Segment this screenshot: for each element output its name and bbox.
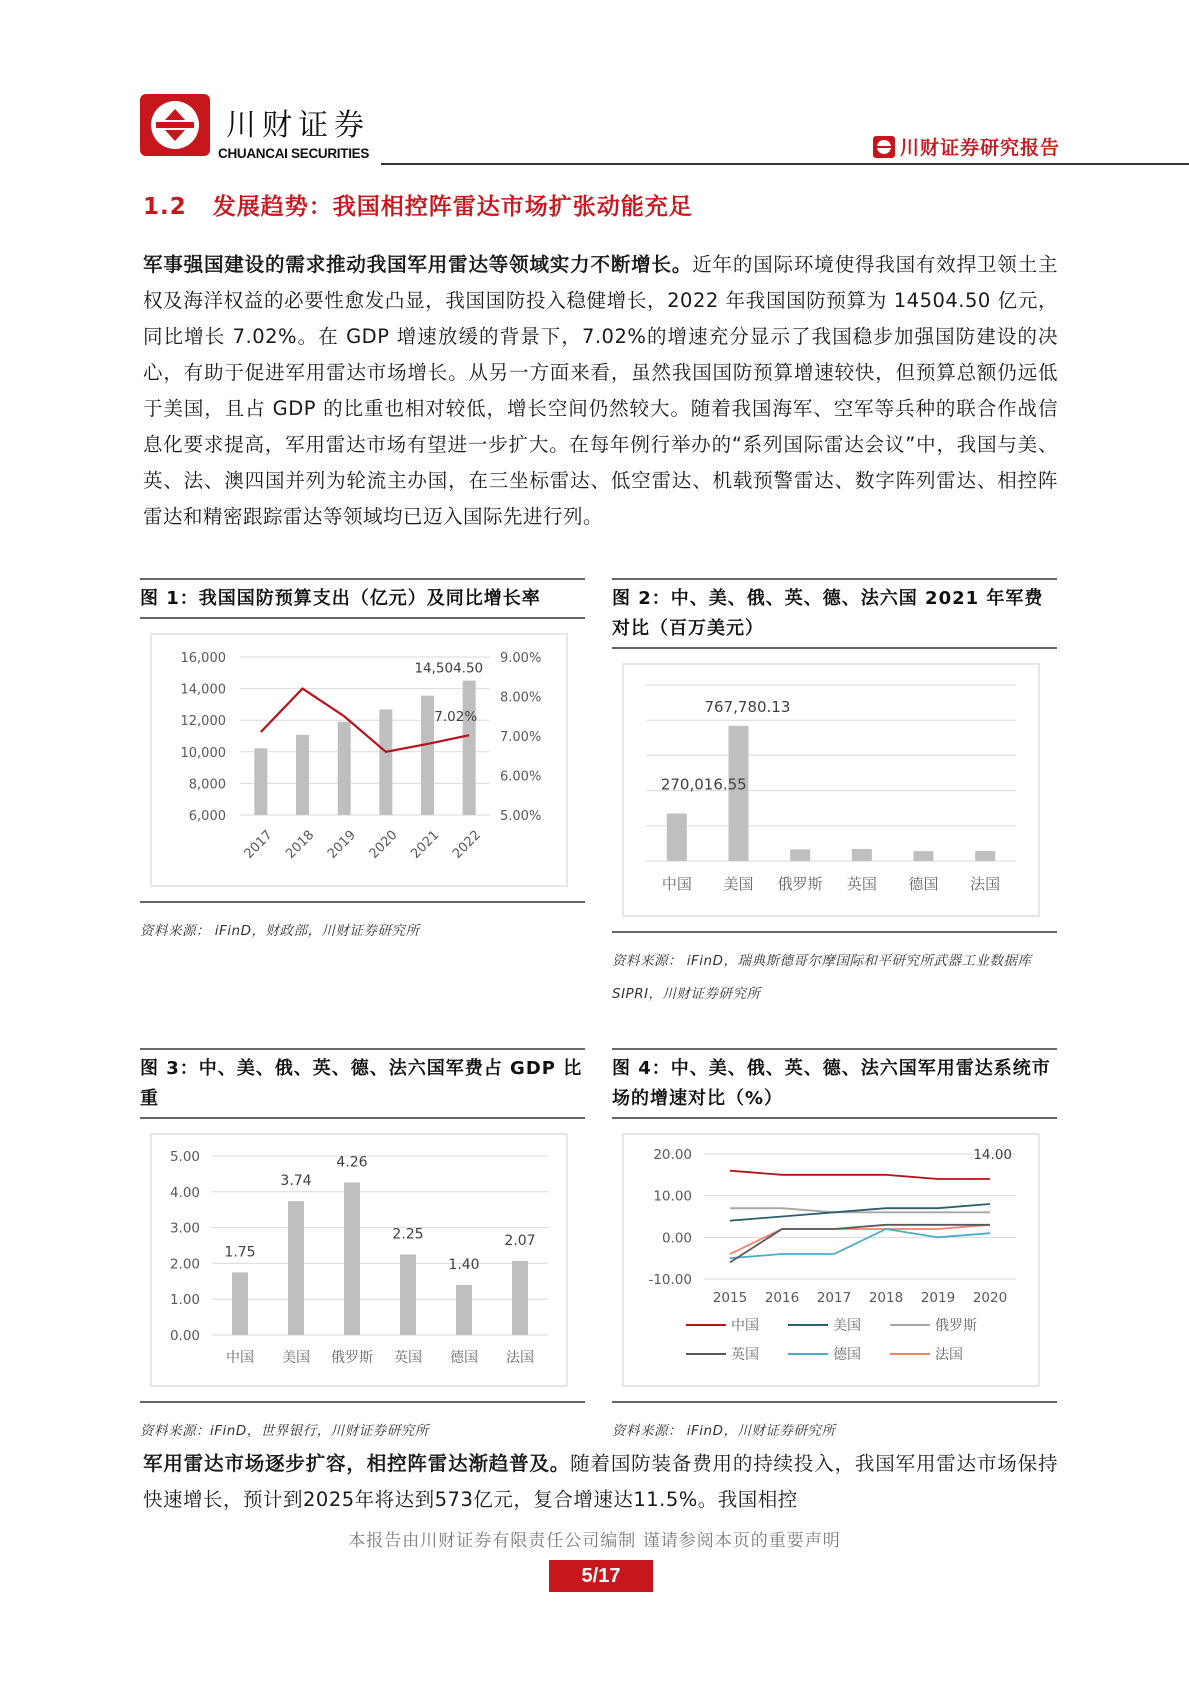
figure-2 bbox=[612, 578, 1057, 1011]
svg-text:2018: 2018 bbox=[868, 1290, 904, 1306]
svg-text:4.26: 4.26 bbox=[336, 1154, 368, 1171]
svg-text:德国: 德国 bbox=[450, 1350, 478, 1366]
bar-chart bbox=[624, 665, 1038, 915]
svg-text:10.00: 10.00 bbox=[653, 1188, 692, 1205]
chart-radar-growth bbox=[622, 1133, 1040, 1387]
svg-text:1.40: 1.40 bbox=[448, 1256, 480, 1273]
figure-3 bbox=[140, 1048, 585, 1448]
svg-text:7.00%: 7.00% bbox=[500, 730, 542, 745]
svg-text:6,000: 6,000 bbox=[188, 809, 226, 824]
svg-text:2016: 2016 bbox=[764, 1290, 800, 1306]
svg-text:0.00: 0.00 bbox=[661, 1230, 692, 1247]
svg-text:2017: 2017 bbox=[816, 1290, 852, 1306]
page-header bbox=[140, 88, 1060, 166]
svg-text:2022: 2022 bbox=[449, 827, 484, 862]
svg-text:8.00%: 8.00% bbox=[500, 690, 542, 706]
svg-text:2018: 2018 bbox=[283, 827, 318, 862]
svg-text:4.00: 4.00 bbox=[169, 1184, 200, 1201]
svg-text:法国: 法国 bbox=[506, 1350, 534, 1366]
svg-text:法国: 法国 bbox=[935, 1347, 963, 1363]
svg-text:14,504.50: 14,504.50 bbox=[414, 660, 484, 677]
figure-source: 资料来源： iFinD，财政部，川财证券研究所 bbox=[140, 923, 420, 939]
figure-title: 图 2：中、美、俄、英、德、法六国 2021 年军费对比（百万美元） bbox=[612, 578, 1057, 649]
svg-text:8,000: 8,000 bbox=[188, 777, 226, 793]
svg-text:美国: 美国 bbox=[282, 1350, 310, 1366]
body-paragraph-1 bbox=[143, 247, 1058, 535]
chart-spending-gdp-ratio bbox=[150, 1133, 568, 1387]
svg-text:2.00: 2.00 bbox=[169, 1256, 200, 1273]
figure-source: 资料来源： iFinD，瑞典斯德哥尔摩国际和平研究所武器工业数据库 SIPRI，川财证券研究所 bbox=[612, 953, 1032, 1002]
svg-text:3.00: 3.00 bbox=[169, 1220, 200, 1237]
figure-title: 图 3：中、美、俄、英、德、法六国军费占 GDP 比重 bbox=[140, 1048, 585, 1119]
svg-text:美国: 美国 bbox=[833, 1318, 861, 1334]
bar-chart bbox=[152, 1135, 566, 1385]
svg-text:2.07: 2.07 bbox=[504, 1232, 536, 1249]
svg-text:10,000: 10,000 bbox=[180, 745, 226, 761]
svg-text:俄罗斯: 俄罗斯 bbox=[777, 875, 823, 893]
svg-text:2020: 2020 bbox=[972, 1290, 1008, 1306]
svg-text:14.00: 14.00 bbox=[973, 1147, 1012, 1163]
page-number: 5/17 bbox=[549, 1560, 653, 1592]
chuancai-logo-icon bbox=[140, 94, 210, 156]
svg-text:16,000: 16,000 bbox=[180, 651, 226, 666]
figure-source: 资料来源： iFinD，川财证券研究所 bbox=[612, 1423, 836, 1439]
svg-text:5.00%: 5.00% bbox=[500, 809, 542, 824]
svg-text:3.74: 3.74 bbox=[280, 1173, 312, 1190]
svg-text:2015: 2015 bbox=[712, 1290, 748, 1306]
svg-text:2020: 2020 bbox=[366, 827, 401, 862]
svg-text:法国: 法国 bbox=[970, 875, 1001, 893]
svg-text:5.00: 5.00 bbox=[169, 1149, 200, 1165]
chart-military-spending bbox=[622, 663, 1040, 917]
svg-text:2019: 2019 bbox=[920, 1290, 956, 1306]
brand-mark-icon bbox=[873, 136, 895, 158]
svg-text:美国: 美国 bbox=[723, 875, 754, 893]
figure-4 bbox=[612, 1048, 1057, 1448]
figure-1 bbox=[140, 578, 585, 948]
svg-text:2019: 2019 bbox=[324, 827, 359, 862]
header-divider bbox=[381, 163, 1189, 165]
svg-text:英国: 英国 bbox=[731, 1347, 759, 1363]
svg-text:-10.00: -10.00 bbox=[648, 1272, 692, 1288]
svg-text:2.25: 2.25 bbox=[392, 1226, 424, 1243]
svg-text:20.00: 20.00 bbox=[653, 1147, 692, 1163]
svg-text:德国: 德国 bbox=[833, 1347, 861, 1363]
figure-source: 资料来源：iFinD，世界银行，川财证券研究所 bbox=[140, 1423, 429, 1439]
combo-chart bbox=[152, 635, 566, 885]
figure-title: 图 4：中、美、俄、英、德、法六国军用雷达系统市场的增速对比（%） bbox=[612, 1048, 1057, 1119]
paragraph-body: 近年的国际环境使得我国有效捍卫领土主权及海洋权益的必要性愈发凸显，我国国防投入稳健增长，2022 年我国国防预算为 14504.50 亿元，同比增长 7.02%。在 GDP 增速放缓的背景下，7.02%的增速充分显示了我国稳步加强国防建设的决心，有助于促进军用雷达市场增长。从另一方面来看，虽然我国国防预算增速较快，但预算总额仍远低于美国，且占 GDP 的比重也相对较低，增长空间仍然较大。随着我国海军、空军等兵种的联合作战信息化要求提高，军用雷达市场有望进一步扩大。在每年例行举办的“系列国际雷达会议”中，我国与美、英、法、澳四国并列为轮流主办国，在三坐标雷达、低空雷达、机载预警雷达、数字阵列雷达、相控阵雷达和精密跟踪雷达等领域均已迈入国际先进行列。 bbox=[143, 253, 1058, 528]
svg-text:英国: 英国 bbox=[846, 875, 877, 893]
svg-text:俄罗斯: 俄罗斯 bbox=[331, 1350, 373, 1366]
svg-text:0.00: 0.00 bbox=[169, 1328, 200, 1344]
svg-text:中国: 中国 bbox=[226, 1350, 254, 1366]
svg-text:14,000: 14,000 bbox=[180, 682, 226, 698]
svg-text:1.00: 1.00 bbox=[169, 1292, 200, 1309]
svg-text:9.00%: 9.00% bbox=[500, 651, 542, 666]
line-chart bbox=[624, 1135, 1038, 1385]
section-heading bbox=[143, 188, 693, 221]
body-paragraph-2 bbox=[143, 1446, 1058, 1518]
svg-text:7.02%: 7.02% bbox=[434, 709, 478, 726]
svg-text:中国: 中国 bbox=[731, 1318, 759, 1334]
svg-text:2021: 2021 bbox=[408, 827, 443, 862]
svg-text:270,016.55: 270,016.55 bbox=[660, 775, 747, 794]
paragraph-lead: 军用雷达市场逐步扩容，相控阵雷达渐趋普及。 bbox=[143, 1452, 571, 1475]
section-number: 1.2 bbox=[143, 194, 187, 220]
svg-text:767,780.13: 767,780.13 bbox=[704, 697, 791, 716]
paragraph-lead: 军事强国建设的需求推动我国军用雷达等领域实力不断增长。 bbox=[143, 253, 693, 276]
report-tag bbox=[873, 133, 1060, 160]
svg-text:德国: 德国 bbox=[908, 875, 939, 893]
svg-text:英国: 英国 bbox=[394, 1350, 422, 1366]
chart-defense-budget bbox=[150, 633, 568, 887]
svg-text:中国: 中国 bbox=[661, 875, 692, 893]
paragraph-body: 随着国防装备费用的持续投入，我国军用雷达市场保持快速增长，预计到2025年将达到573亿元，复合增速达11.5%。我国相控 bbox=[143, 1452, 1058, 1511]
brand-name-en: CHUANCAI SECURITIES bbox=[218, 146, 370, 161]
svg-text:6.00%: 6.00% bbox=[500, 769, 542, 785]
svg-text:2017: 2017 bbox=[241, 827, 276, 862]
svg-text:1.75: 1.75 bbox=[224, 1244, 256, 1261]
svg-text:12,000: 12,000 bbox=[180, 714, 226, 730]
footer-disclaimer: 本报告由川财证券有限责任公司编制 谨请参阅本页的重要声明 bbox=[348, 1531, 841, 1551]
section-title-text: 发展趋势：我国相控阵雷达市场扩张动能充足 bbox=[212, 194, 693, 220]
brand-name-cn: 川财证券 bbox=[226, 108, 370, 143]
report-tag-label: 川财证券研究报告 bbox=[899, 137, 1060, 159]
figure-title: 图 1：我国国防预算支出（亿元）及同比增长率 bbox=[140, 578, 585, 619]
svg-text:俄罗斯: 俄罗斯 bbox=[935, 1318, 977, 1334]
